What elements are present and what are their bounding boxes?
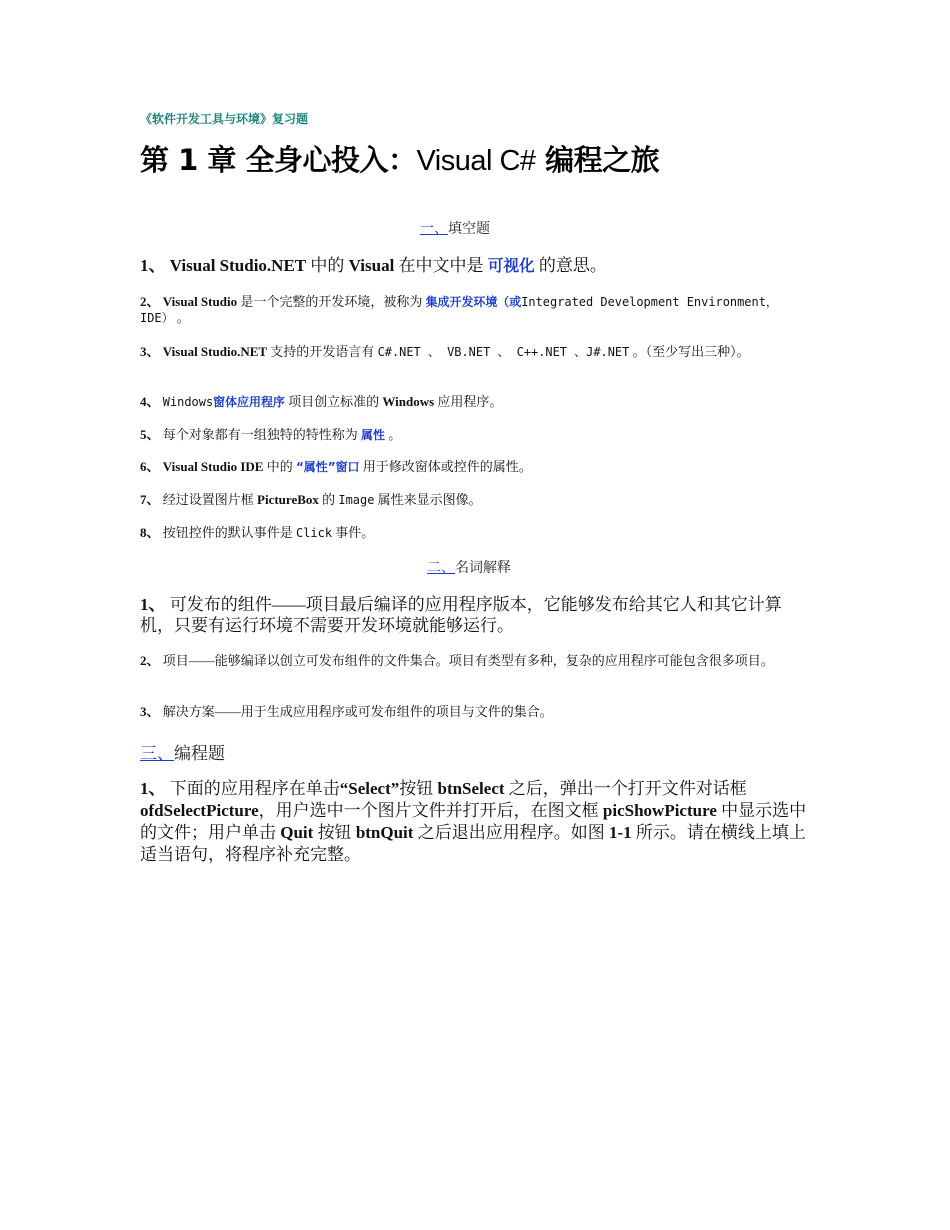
answer: 集成开发环境（或	[425, 295, 522, 309]
fill-question-6	[140, 459, 808, 475]
text: 项目——能够编译以创立可发布组件的文件集合。项目有类型有多种，复杂的应用程序可能包含很多项目。	[159, 653, 774, 668]
text: 按钮	[399, 779, 438, 798]
text: 经过设置图片框	[159, 492, 258, 507]
text: 下面的应用程序在单击	[165, 779, 340, 798]
answer-mono: Image	[338, 493, 375, 507]
text: 按钮控件的默认事件是	[159, 525, 297, 540]
text: 之后退出应用程序。如图	[413, 823, 609, 842]
item-number: 1、	[140, 595, 166, 614]
answer-mono: C#.NET 、 VB.NET 、 C++.NET 、J#.NET	[377, 345, 630, 359]
fill-question-7	[140, 492, 808, 508]
term: picShowPicture	[602, 801, 717, 820]
text: 之后，弹出一个打开文件对话框	[504, 779, 747, 798]
text: 中的	[263, 459, 296, 474]
answer: 可视化	[487, 256, 535, 275]
term: Visual Studio.NET	[162, 344, 268, 359]
item-number: 7、	[140, 492, 160, 507]
answer: 属性	[361, 428, 385, 442]
text: ，用户选中一个图片文件并打开后，在图文框	[258, 801, 603, 820]
item-number: 2、	[140, 294, 160, 309]
chapter-heading	[140, 138, 659, 179]
section-number: 一、	[420, 222, 448, 237]
term-item-3	[140, 704, 808, 720]
term: Visual	[348, 256, 395, 275]
text: 中显示选中的文件；用户单击	[140, 801, 807, 842]
section-heading-prog	[140, 739, 225, 764]
text: 事件。	[332, 525, 375, 540]
section-heading-fill	[420, 218, 490, 238]
fill-question-2	[140, 294, 808, 327]
text: 项目创立标准的	[284, 394, 383, 409]
item-number: 1、	[140, 256, 166, 275]
term: btnSelect	[437, 779, 505, 798]
term: PictureBox	[257, 492, 319, 507]
text: 的	[318, 492, 339, 507]
item-number: 4、	[140, 394, 160, 409]
fill-question-8	[140, 525, 808, 541]
term: btnQuit	[355, 823, 414, 842]
item-number: 3、	[140, 344, 160, 359]
term: Visual Studio	[162, 294, 238, 309]
chapter-latin: Visual C#	[416, 145, 536, 177]
term-item-1	[140, 594, 808, 636]
text: 是一个完整的开发环境，被称为	[237, 294, 426, 309]
chapter-prefix: 第 1 章 全身心投入：	[140, 143, 417, 177]
item-number: 6、	[140, 459, 160, 474]
text: 解决方案——用于生成应用程序或可发布组件的项目与文件的集合。	[159, 704, 553, 719]
text: 。	[384, 427, 402, 442]
section-label: 编程题	[174, 744, 225, 763]
section-number: 二、	[427, 561, 455, 576]
text: 支持的开发语言有	[267, 344, 378, 359]
answer-mono: Integrated Development Environment， IDE）	[140, 295, 778, 326]
item-number: 8、	[140, 525, 160, 540]
item-number: 1、	[140, 779, 166, 798]
term: ofdSelectPicture	[140, 801, 259, 820]
text: 中的	[306, 256, 349, 275]
document-title: 《软件开发工具与环境》复习题	[140, 112, 309, 126]
text: 的意思。	[534, 256, 607, 275]
answer: 窗体应用程序	[213, 395, 285, 409]
term: “Select”	[339, 779, 400, 798]
text: 可发布的组件——项目最后编译的应用程序版本，它能够发布给其它人和其它计算机，只要有运行环境不需要开发环境就能够运行。	[140, 595, 782, 635]
text: 属性来显示图像。	[374, 492, 482, 507]
term: Quit	[280, 823, 314, 842]
term: Windows	[382, 394, 435, 409]
text: 按钮	[313, 823, 356, 842]
fill-question-1	[140, 255, 808, 276]
text: 。	[173, 310, 190, 326]
text: 用于修改窗体或控件的属性。	[359, 459, 532, 474]
term: 1-1	[608, 823, 632, 842]
text: 每个对象都有一组独特的特性称为	[159, 427, 362, 442]
section-number: 三、	[140, 744, 174, 763]
term: Visual Studio.NET	[169, 256, 307, 275]
prog-item-1	[140, 778, 808, 866]
fill-question-4	[140, 394, 808, 410]
fill-question-5	[140, 427, 808, 443]
section-label: 填空题	[448, 222, 490, 237]
term-item-2	[140, 653, 808, 669]
fill-question-3	[140, 344, 808, 360]
text: 在中文中是	[394, 256, 488, 275]
text: 所示。请在横线上填上适当语句，将程序补充完整。	[140, 823, 806, 864]
answer: “属性”窗口	[295, 460, 360, 474]
term: Visual Studio IDE	[162, 459, 264, 474]
item-number: 2、	[140, 653, 160, 668]
text: 。（至少写出三种）。	[629, 344, 750, 359]
text: 应用程序。	[434, 394, 503, 409]
item-number: 5、	[140, 427, 160, 442]
section-heading-terms	[427, 557, 511, 577]
answer-mono: Click	[296, 526, 333, 540]
section-label: 名词解释	[455, 561, 511, 576]
answer-mono: Windows	[162, 395, 214, 409]
chapter-suffix: 编程之旅	[535, 143, 660, 177]
item-number: 3、	[140, 704, 160, 719]
